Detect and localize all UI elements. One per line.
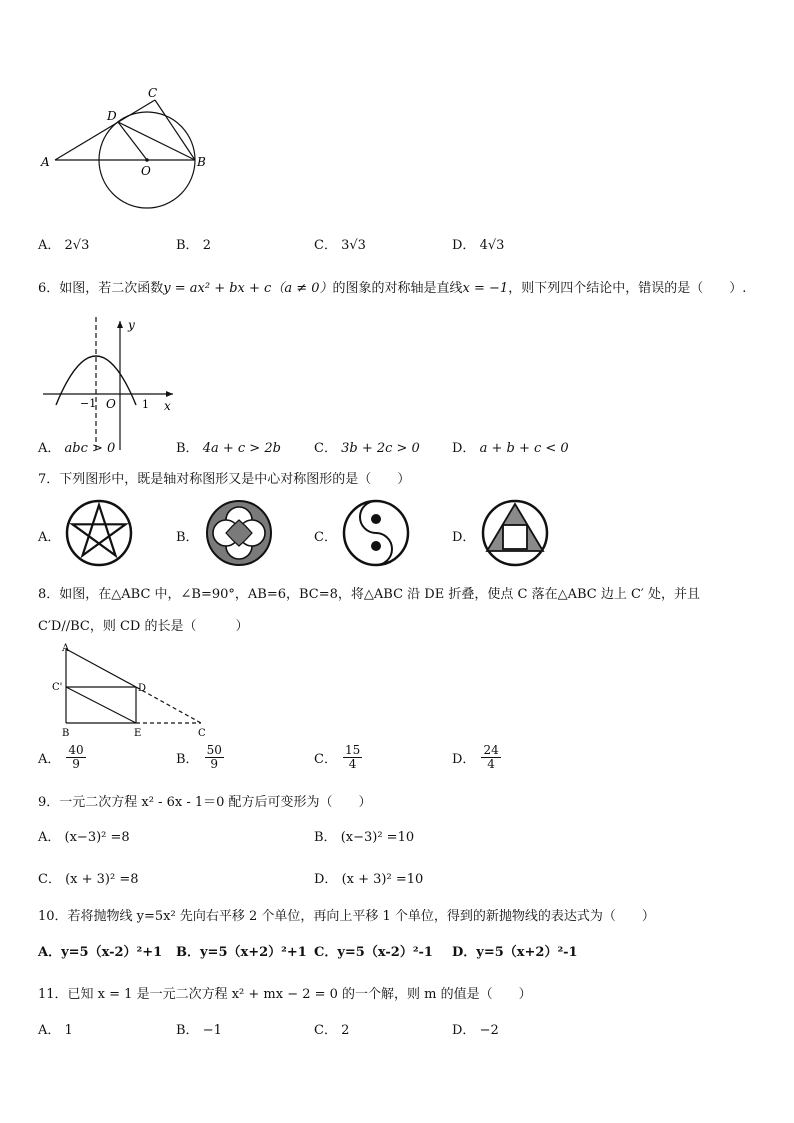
four-petal-circle-icon[interactable] [204, 498, 274, 568]
option-text: y=5（x-2）²-1 [337, 945, 433, 960]
q8-stem-line2: C′D//BC，则 CD 的长是（ ） [38, 619, 249, 634]
option-letter: B． [176, 945, 200, 960]
q8-segment-CpE [66, 687, 136, 723]
option-fraction [343, 744, 362, 771]
q6-label-y: y [128, 318, 135, 332]
q7-option-a-letter[interactable]: A． [38, 530, 61, 545]
q6-stem-mid: 的图象的对称轴是直线 [332, 281, 463, 296]
option-letter: A． [38, 441, 61, 456]
q6-stem-post: ，则下列四个结论中，错误的是（ ）. [508, 281, 747, 296]
option-letter: A． [38, 830, 61, 845]
option-letter: B． [176, 238, 199, 253]
q5-option-d[interactable] [452, 234, 504, 253]
option-letter: C． [314, 238, 337, 253]
option-letter: C． [38, 872, 61, 887]
fraction-denominator: 9 [210, 757, 219, 772]
q8-label-E: E [134, 728, 142, 739]
q6-label-x: x [164, 399, 171, 413]
option-letter: C． [314, 1023, 337, 1038]
q5-option-c[interactable] [314, 234, 366, 253]
q7-option-c-letter[interactable]: C． [314, 530, 337, 545]
option-text: −2 [479, 1023, 499, 1038]
option-text: 4a + c > 2b [202, 441, 281, 456]
q6-stem-pre: 6．如图，若二次函数 [38, 281, 164, 296]
q7-option-b-letter[interactable]: B． [176, 530, 199, 545]
fraction-numerator: 50 [206, 743, 222, 757]
option-text: 3b + 2c > 0 [341, 441, 420, 456]
q5-label-A: A [41, 155, 50, 169]
option-letter: D． [452, 945, 477, 960]
q6-label-neg1: −1 [80, 397, 97, 410]
q5-label-O: O [141, 164, 151, 178]
option-text: 2 [202, 238, 211, 253]
q6-label-origin: O [106, 397, 116, 411]
option-letter: B． [176, 441, 199, 456]
q11-option-a[interactable] [38, 1019, 73, 1038]
q10-option-d[interactable] [452, 941, 578, 960]
q5-line-DB [118, 122, 195, 160]
q5-label-D: D [107, 109, 117, 123]
option-text: y=5（x+2）²+1 [200, 945, 307, 960]
q6-parabola-figure [38, 315, 188, 455]
q9-option-b[interactable] [314, 826, 414, 845]
q5-line-DO [118, 122, 147, 160]
fraction-denominator: 4 [487, 757, 495, 772]
fraction-denominator: 4 [348, 757, 357, 772]
option-letter: C． [314, 945, 338, 960]
q11-option-c[interactable] [314, 1019, 349, 1038]
option-text: 3√3 [341, 238, 366, 253]
q9-option-d[interactable] [314, 868, 423, 887]
option-text: 2 [341, 1023, 350, 1038]
q8-option-d[interactable] [452, 744, 501, 771]
q8-triangle-figure [48, 641, 238, 741]
q8-option-c[interactable] [314, 744, 362, 771]
q8-label-B: B [62, 728, 70, 739]
option-text: (x−3)² =10 [340, 830, 415, 845]
q9-option-c[interactable] [38, 868, 139, 887]
q8-stem-line1: 8．如图，在△ABC 中，∠B=90°，AB=6，BC=8，将△ABC 沿 DE 折叠，使点 C 落在△ABC 边上 C′ 处，并且 [38, 587, 700, 602]
yin-yang-icon[interactable] [341, 498, 411, 568]
q7-option-d-letter[interactable]: D． [452, 530, 476, 545]
q8-option-b[interactable] [176, 744, 224, 771]
option-letter: B． [176, 752, 199, 768]
option-letter: A． [38, 1023, 61, 1038]
option-letter: A． [38, 752, 61, 768]
q6-option-a[interactable] [38, 437, 115, 456]
option-letter: D． [452, 1023, 476, 1038]
q5-line-CB [155, 100, 195, 160]
q6-axis-equation: x = −1 [462, 281, 509, 296]
option-letter: D． [452, 238, 476, 253]
option-text: y=5（x+2）²-1 [476, 945, 578, 960]
q6-stem [38, 277, 746, 296]
q8-label-A: A [62, 643, 70, 654]
option-text: abc > 0 [64, 441, 116, 456]
q10-stem: 10．若将抛物线 y=5x² 先向右平移 2 个单位，再向上平移 1 个单位，得到的新抛物线的表达式为（ ） [38, 909, 655, 924]
option-letter: C． [314, 441, 337, 456]
q5-option-a[interactable] [38, 234, 89, 253]
option-text: 4√3 [479, 238, 505, 253]
option-fraction [481, 744, 500, 771]
fraction-numerator: 15 [344, 743, 361, 757]
q9-stem: 9．一元二次方程 x² - 6x - 1＝0 配方后可变形为（ ） [38, 795, 372, 810]
option-text: 2√3 [64, 238, 90, 253]
option-letter: B． [176, 1023, 199, 1038]
q8-label-D: D [138, 683, 147, 694]
option-text: 1 [64, 1023, 73, 1038]
option-text: a + b + c < 0 [479, 441, 569, 456]
q10-option-a[interactable] [38, 941, 162, 960]
q9-option-a[interactable] [38, 826, 130, 845]
option-letter: D． [452, 752, 476, 768]
q5-option-b[interactable] [176, 234, 211, 253]
q10-option-b[interactable] [176, 941, 307, 960]
q6-option-d[interactable] [452, 437, 569, 456]
fraction-numerator: 40 [68, 743, 84, 757]
triangle-square-circle-icon[interactable] [478, 498, 552, 568]
pentagram-in-circle-icon[interactable] [64, 498, 134, 568]
q11-stem: 11．已知 x = 1 是一元二次方程 x² + mx − 2 = 0 的一个解，则 m 的值是（ ） [38, 987, 532, 1002]
q5-center-dot [145, 158, 149, 162]
q8-hyp-AD [66, 649, 136, 687]
q6-function: y = ax² + bx + c（a ≠ 0） [163, 281, 333, 296]
fraction-numerator: 24 [483, 743, 499, 757]
option-letter: D． [314, 872, 338, 887]
q5-label-B: B [197, 155, 206, 169]
q8-label-Cp: C' [52, 682, 63, 693]
option-text: (x + 3)² =8 [65, 872, 139, 887]
option-text: −1 [202, 1023, 222, 1038]
option-letter: A． [38, 238, 61, 253]
q6-y-arrow [117, 321, 123, 328]
option-letter: C． [314, 752, 337, 768]
option-letter: D． [452, 441, 476, 456]
fraction-denominator: 9 [72, 757, 80, 772]
q8-label-C: C [198, 728, 206, 739]
option-text: (x−3)² =8 [64, 830, 130, 845]
q6-option-c[interactable] [314, 437, 420, 456]
option-text: y=5（x-2）²+1 [61, 945, 163, 960]
option-fraction [205, 744, 224, 771]
option-letter: B． [314, 830, 337, 845]
option-text: (x + 3)² =10 [341, 872, 424, 887]
q6-option-b[interactable] [176, 437, 281, 456]
q5-label-C: C [148, 86, 158, 100]
q6-x-arrow [166, 391, 173, 397]
q11-option-d[interactable] [452, 1019, 499, 1038]
option-letter: A． [38, 945, 62, 960]
q5-circle-figure [30, 80, 230, 220]
q6-label-one: 1 [142, 398, 149, 411]
q10-option-c[interactable] [314, 941, 433, 960]
q11-option-b[interactable] [176, 1019, 222, 1038]
q8-option-a[interactable] [38, 744, 86, 771]
q7-stem: 7．下列图形中，既是轴对称图形又是中心对称图形的是（ ） [38, 472, 411, 487]
option-fraction [66, 744, 85, 771]
